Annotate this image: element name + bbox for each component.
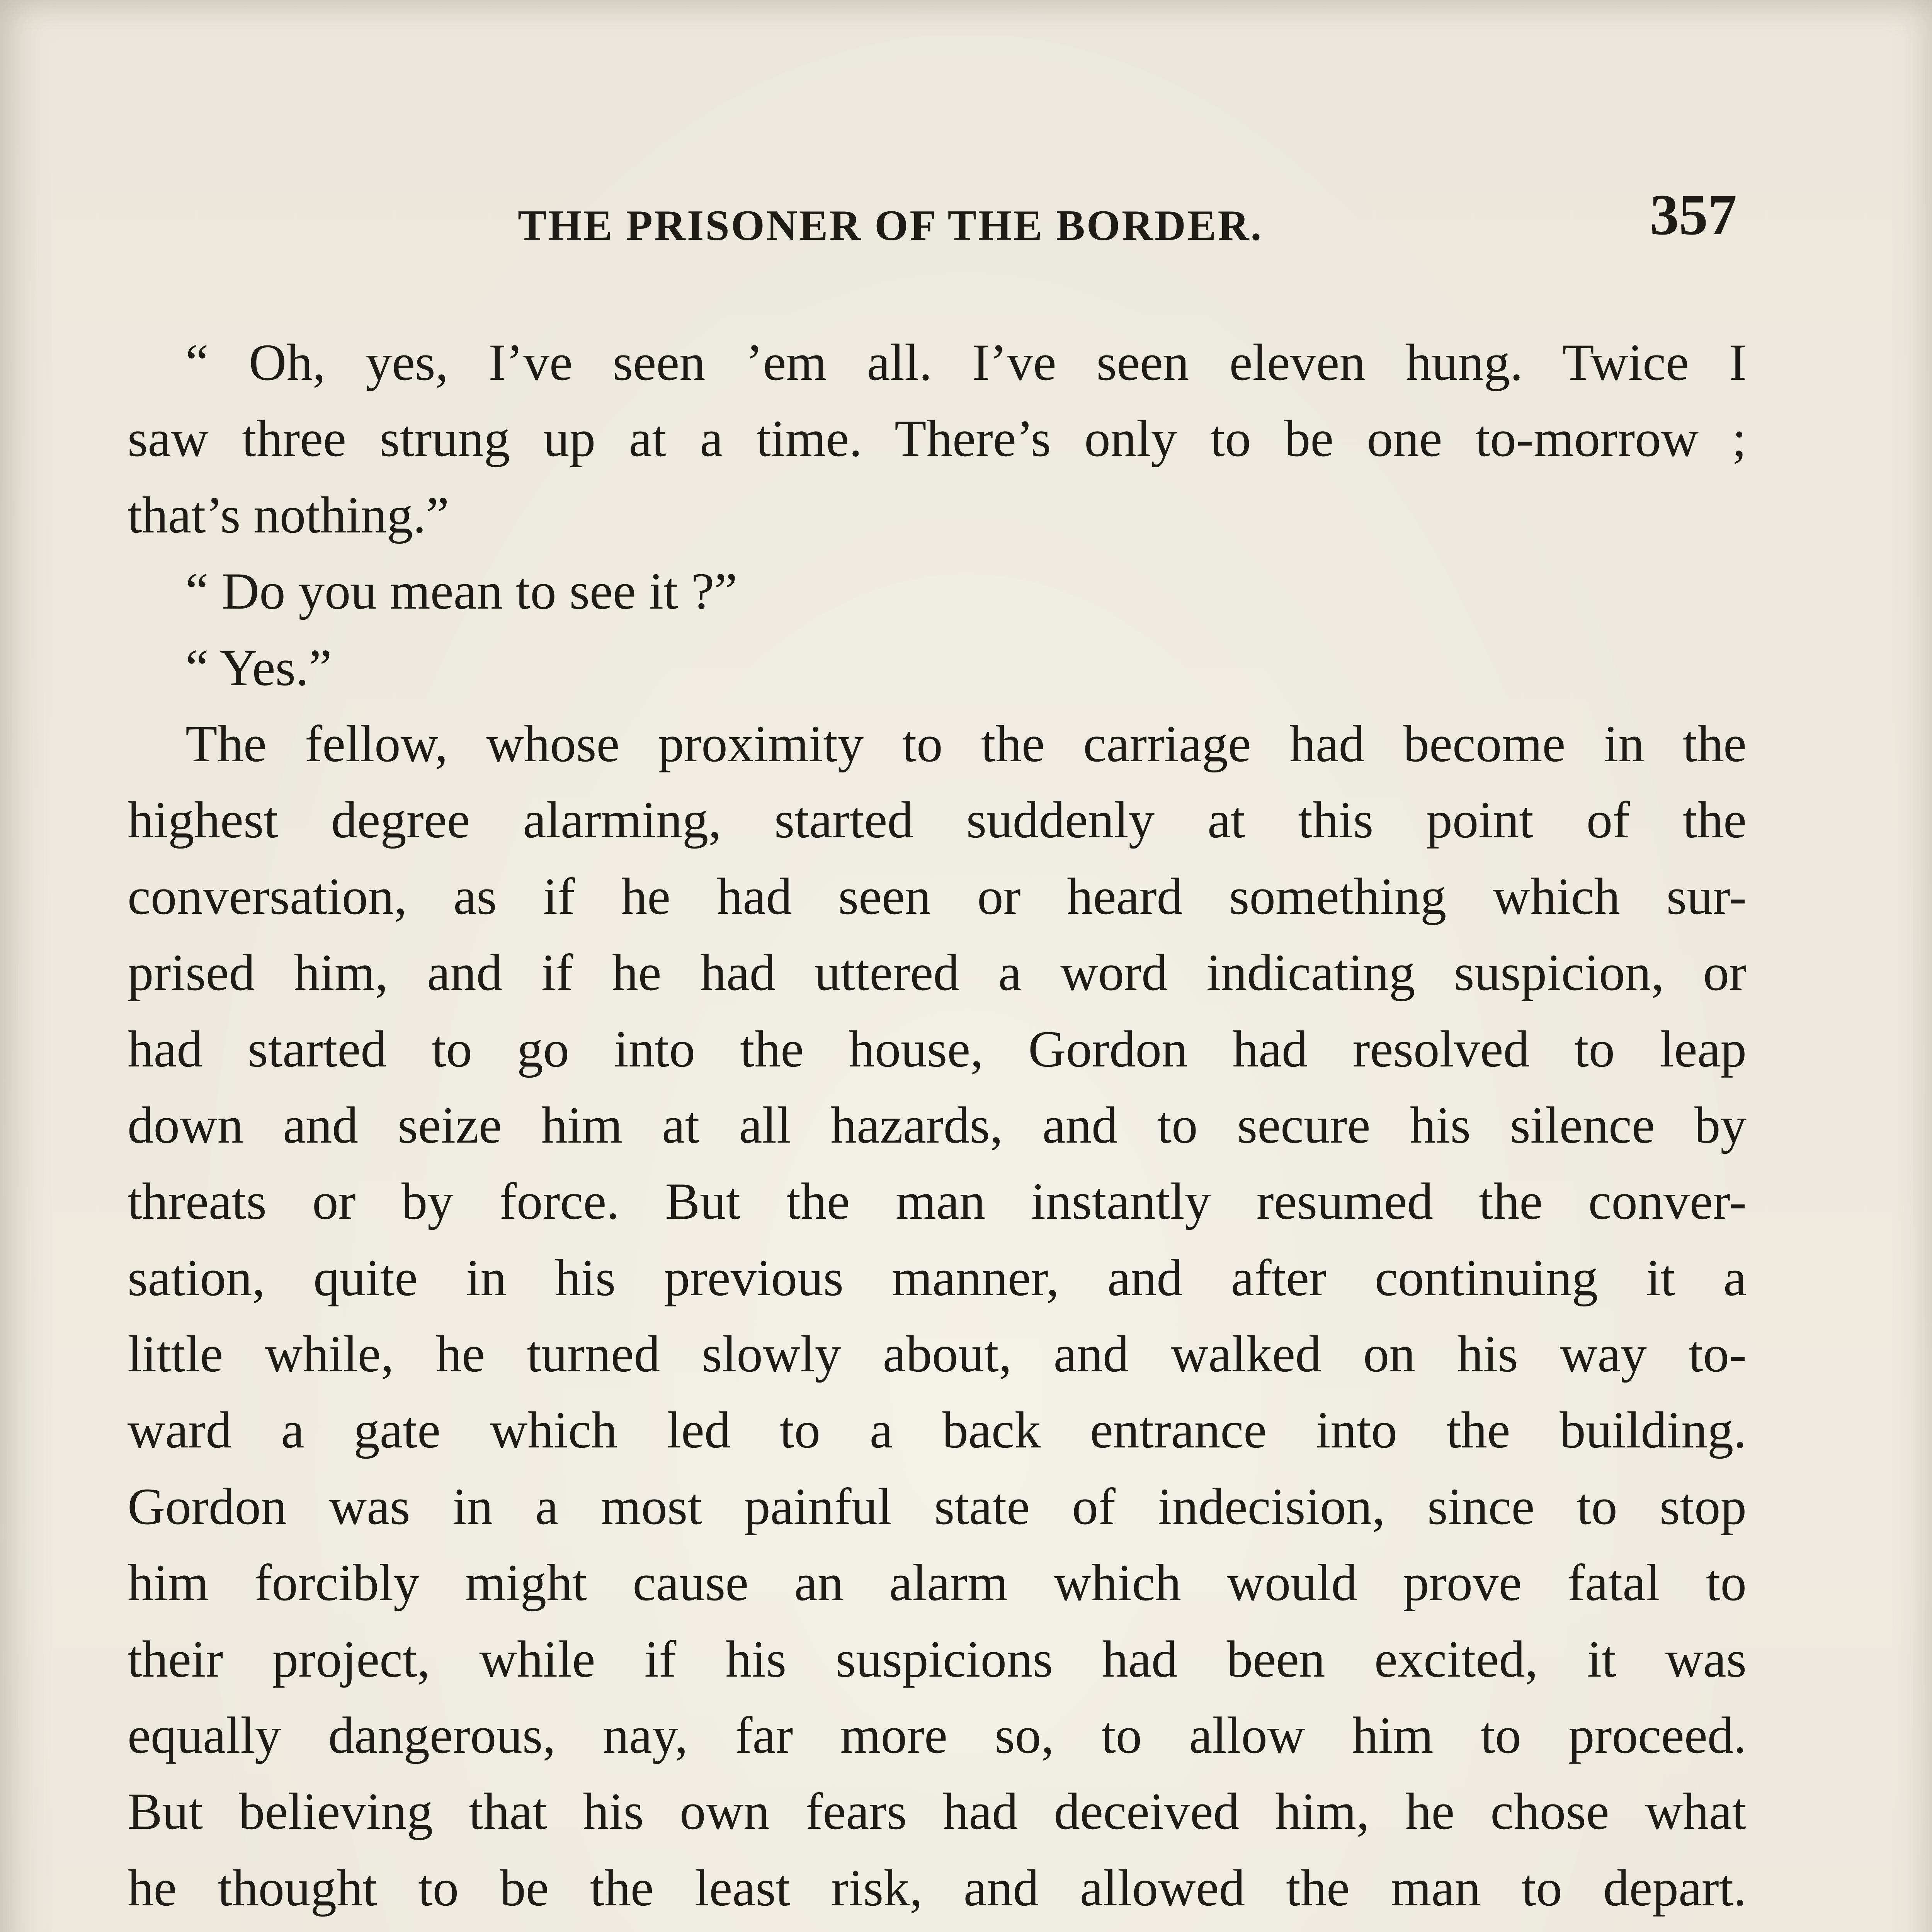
text-line: that’s nothing.” — [128, 486, 449, 544]
text-line: The fellow, whose proximity to the carriage had become in the — [185, 715, 1747, 773]
text-line: Gordon was in a most painful state of indecision, since to stop — [128, 1478, 1747, 1536]
body-text — [128, 325, 1747, 1932]
text-line: sation, quite in his previous manner, and after continuing it a — [128, 1249, 1747, 1307]
text-line: “ Yes.” — [185, 639, 332, 697]
text-line: little while, he turned slowly about, and walked on his way to- — [128, 1325, 1747, 1383]
text-line: But believing that his own fears had deceived him, he chose what — [128, 1783, 1747, 1841]
text-line: had started to go into the house, Gordon had resolved to leap — [128, 1020, 1747, 1078]
text-line: saw three strung up at a time. There’s only to be one to-morrow ; — [128, 410, 1747, 468]
text-line: prised him, and if he had uttered a word indicating suspicion, or — [128, 944, 1747, 1002]
text-line: he thought to be the least risk, and allowed the man to depart. — [128, 1859, 1747, 1917]
text-line: “ Do you mean to see it ?” — [185, 563, 738, 621]
text-line: conversation, as if he had seen or heard something which sur- — [128, 867, 1747, 925]
text-line: highest degree alarming, started suddenly at this point of the — [128, 791, 1747, 849]
text-line: “ Oh, yes, I’ve seen ’em all. I’ve seen eleven hung. Twice I — [185, 334, 1747, 391]
text-line: down and seize him at all hazards, and to secure his silence by — [128, 1096, 1747, 1154]
text-line — [128, 1926, 1747, 1932]
text-line: their project, while if his suspicions had been excited, it was — [128, 1630, 1747, 1688]
page-number: 357 — [1650, 183, 1737, 247]
running-title: THE PRISONER OF THE BORDER. — [518, 202, 1263, 250]
text-line: him forcibly might cause an alarm which would prove fatal to — [128, 1554, 1747, 1612]
text-line: ward a gate which led to a back entrance into the building. — [128, 1401, 1747, 1459]
text-line: equally dangerous, nay, far more so, to allow him to proceed. — [128, 1707, 1747, 1765]
text-line: threats or by force. But the man instantly resumed the conver- — [128, 1173, 1747, 1231]
